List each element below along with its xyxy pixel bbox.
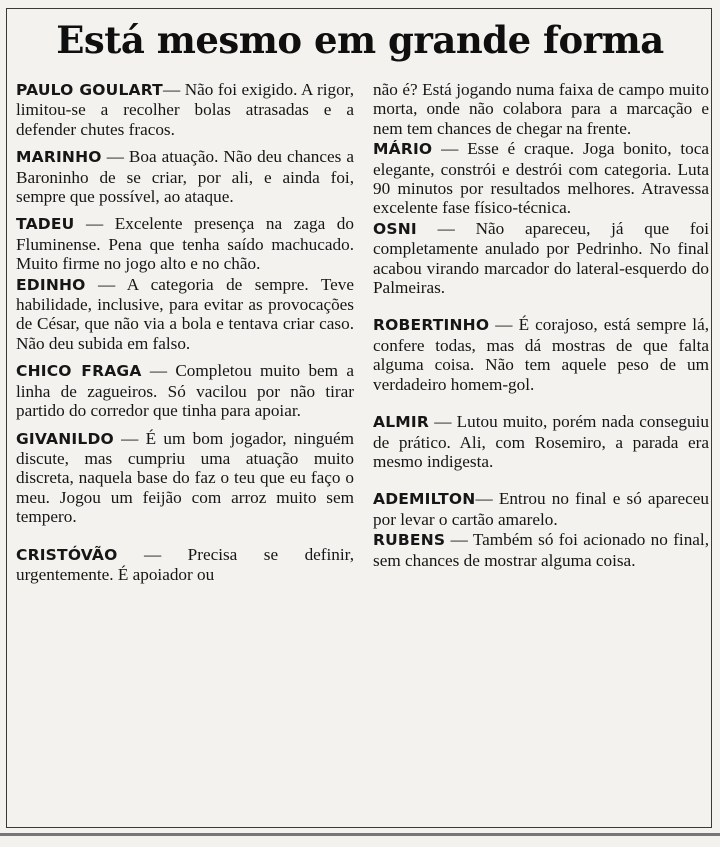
player-chico-fraga	[16, 361, 354, 420]
cristovao-continuation: não é? Está jogando numa faixa de campo muito morta, onde não colabora para a marcação e nem tem chances de chegar na frente.	[373, 80, 709, 138]
player-name: CRISTÓVÃO	[16, 545, 118, 564]
player-review: — Precisa se definir, urgentemente. É apoiador ou	[16, 544, 354, 584]
player-name: PAULO GOULART	[16, 81, 163, 99]
right-column	[373, 80, 709, 578]
player-name: OSNI	[373, 219, 417, 238]
player-review: — Excelente presença na zaga do Fluminense. Pena que tenha saído machucado. Muito firme no jogo alto e no chão.	[16, 214, 354, 274]
player-almir	[373, 412, 709, 471]
player-review: — Boa atuação. Não deu chances a Baroninho de se criar, por ali, e ainda foi, sempre que possível, ao ataque.	[16, 147, 354, 207]
player-givanildo	[16, 429, 354, 527]
player-name: CHICO FRAGA	[16, 362, 142, 381]
player-edinho	[16, 275, 354, 354]
player-tadeu	[16, 214, 354, 273]
left-column	[16, 80, 354, 592]
player-name: ROBERTINHO	[373, 316, 490, 335]
player-name: GIVANILDO	[16, 429, 114, 448]
player-review: — Não foi exigido. A rigor, limitou-se a recolher bolas atrasadas e a defender chutes fracos.	[16, 80, 354, 139]
player-mario	[373, 139, 709, 218]
player-name: ALMIR	[373, 413, 429, 432]
player-marinho	[16, 147, 354, 206]
player-review: — A categoria de sempre. Teve habilidade, inclusive, para evitar as provocações de César, que não via a bola e tentava criar caso. Não deu subida em falso.	[16, 274, 354, 353]
player-review: — Esse é craque. Joga bonito, toca elegante, constrói e destrói com categoria. Luta 90 minutos por resultados melhores. Atravessa excelente fase físico-técnica.	[373, 139, 709, 218]
player-osni	[373, 219, 709, 298]
player-name: RUBENS	[373, 531, 446, 550]
player-paulo-goulart	[16, 80, 354, 139]
player-review: — É um bom jogador, ninguém discute, mas cumpriu uma atuação muito discreta, naquela base do faz o teu que eu faço o meu. Jogou um feijão com arroz muito sem tempero.	[16, 428, 354, 527]
player-name: EDINHO	[16, 275, 86, 294]
player-rubens	[373, 530, 709, 570]
player-review: — Entrou no final e só apareceu por levar o cartão amarelo.	[373, 489, 709, 529]
player-name: TADEU	[16, 215, 75, 234]
player-name: MARINHO	[16, 148, 102, 167]
player-review: — Lutou muito, porém nada conseguiu de prático. Ali, com Rosemiro, a parada era mesmo indigesta.	[373, 412, 709, 471]
player-name: ADEMILTON	[373, 490, 476, 509]
player-name: MÁRIO	[373, 140, 433, 159]
player-robertinho	[373, 315, 709, 394]
player-review: — Não apareceu, já que foi completamente anulado por Pedrinho. No final acabou virando marcador do lateral-esquerdo do Palmeiras.	[373, 218, 709, 298]
player-review: — Também só foi acionado no final, sem chances de mostrar alguma coisa.	[373, 530, 709, 570]
player-cristovao	[16, 545, 354, 585]
player-ademilton	[373, 489, 709, 529]
player-review: — É corajoso, está sempre lá, confere todas, mas dá mostras de que falta alguma coisa. Não tem aquele peso de um verdadeiro homem-gol.	[373, 315, 709, 394]
headline: Está mesmo em grande forma	[56, 18, 664, 62]
clipping-bottom-rule	[0, 833, 720, 836]
player-review: — Completou muito bem a linha de zagueiros. Só vacilou por não tirar partido do corredor que tinha para apoiar.	[16, 361, 354, 421]
